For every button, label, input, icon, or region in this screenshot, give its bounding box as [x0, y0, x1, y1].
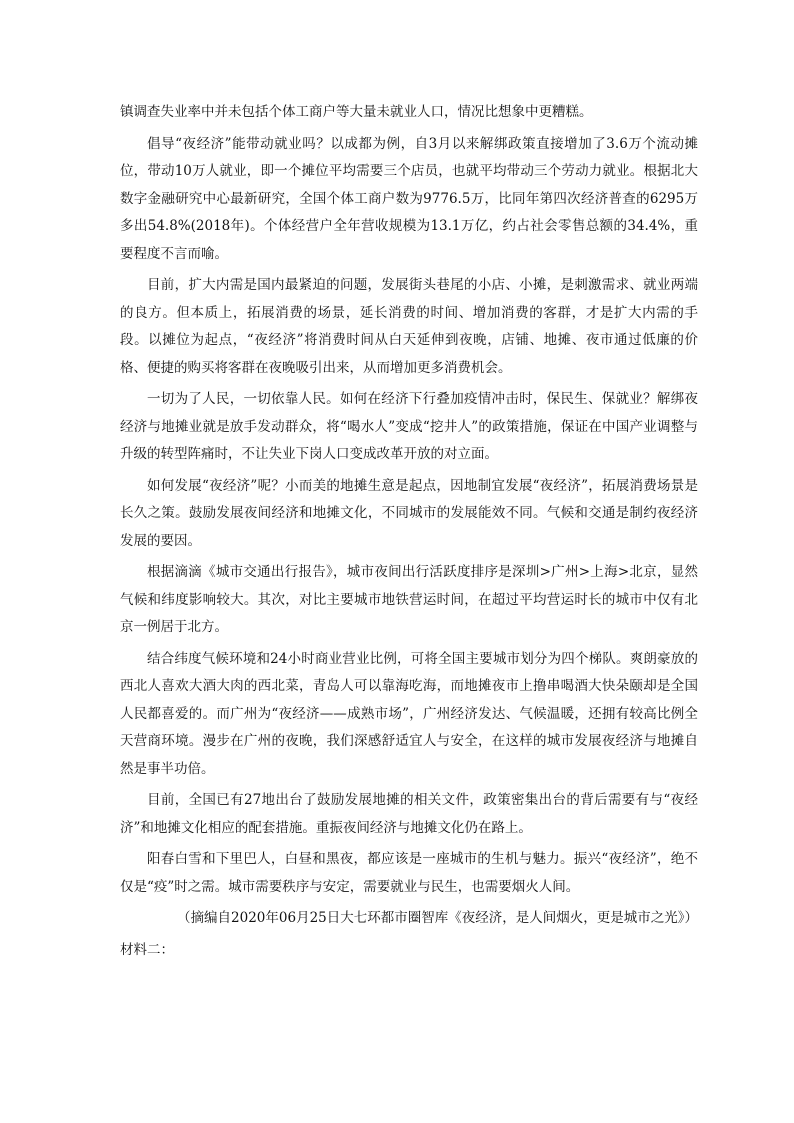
paragraph: 结合纬度气候环境和24小时商业营业比例，可将全国主要城市划分为四个梯队。爽朗豪放的西北人喜欢大酒大肉的西北菜，青岛人可以靠海吃海，而地摊夜市上撸串喝酒大快朵颐却是全国人民都喜爱的。而广州为“夜经济——成熟市场”，广州经济发达、气候温暖，还拥有较高比例全天营商环境。漫步在广州的夜晚，我们深感舒适宜人与安全，在这样的城市发展夜经济与地摊自然是事半功倍。 [120, 650, 698, 777]
article-body [120, 99, 698, 964]
paragraph: 根据滴滴《城市交通出行报告》，城市夜间出行活跃度排序是深圳>广州>上海>北京，显然气候和纬度影响较大。其次，对比主要城市地铁营运时间，在超过平均营运时长的城市中仅有北京一例居于北方。 [120, 564, 698, 635]
paragraph: 目前，扩大内需是国内最紧迫的问题，发展街头巷尾的小店、小摊，是刺激需求、就业两端的良方。但本质上，拓展消费的场景，延长消费的时间、增加消费的客群，才是扩大内需的手段。以摊位为起点，“夜经济”将消费时间从白天延伸到夜晚，店铺、地摊、夜市通过低廉的价格、便捷的购买将客群在夜晚吸引出来，从而增加更多消费机会。 [120, 277, 698, 376]
paragraph: 阳春白雪和下里巴人，白昼和黑夜，都应该是一座城市的生机与魅力。振兴“夜经济”，绝不仅是“疫”时之需。城市需要秩序与安定，需要就业与民生，也需要烟火人间。 [120, 851, 698, 895]
paragraph: 如何发展“夜经济”呢？小而美的地摊生意是起点，因地制宜发展“夜经济”，拓展消费场景是长久之策。鼓励发展夜间经济和地摊文化，不同城市的发展能效不同。气候和交通是制约夜经济发展的要因。 [120, 477, 698, 549]
material-label: 材料二： [120, 941, 174, 958]
paragraph-continued: 镇调查失业率中并未包括个体工商户等大量未就业人口，情况比想象中更糟糕。 [120, 104, 593, 120]
paragraph: 一切为了人民，一切依靠人民。如何在经济下行叠加疫情冲击时，保民生、保就业？解绑夜经济与地摊业就是放手发动群众，将“喝水人”变成“挖井人”的政策措施，保证在中国产业调整与升级的转型阵痛时，不让失业下岗人口变成改革开放的对立面。 [120, 391, 698, 462]
source-citation: （摘编自2020年06月25日大七环都市圈智库《夜经济，是人间烟火，更是城市之光》） [177, 910, 698, 926]
paragraph: 目前，全国已有27地出台了鼓励发展地摊的相关文件，政策密集出台的背后需要有与“夜经济”和地摊文化相应的配套措施。重振夜间经济与地摊文化仍在路上。 [120, 792, 698, 836]
paragraph: 倡导“夜经济”能带动就业吗？以成都为例，自3月以来解绑政策直接增加了3.6万个流动摊位，带动10万人就业，即一个摊位平均需要三个店员，也就平均带动三个劳动力就业。根据北大数字金融研究中心最新研究，全国个体工商户数为9776.5万，比同年第四次经济普查的6295万多出54.8%(2018年)。个体经营户全年营收规模为13.1万亿，约占社会零售总额的34.4%，重要程度不言而喻。 [120, 135, 698, 262]
